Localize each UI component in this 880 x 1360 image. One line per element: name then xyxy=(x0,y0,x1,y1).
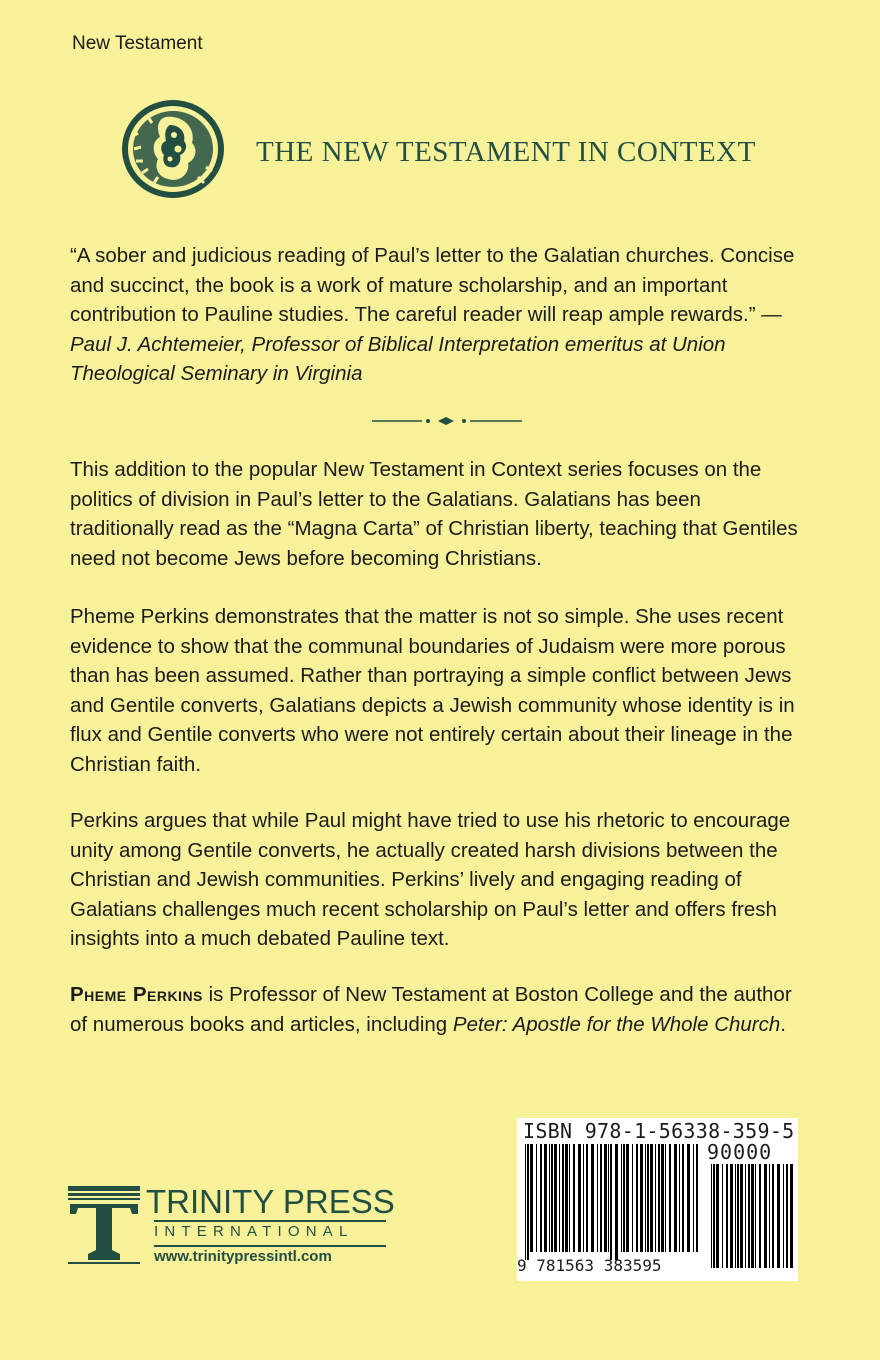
barcode-bar xyxy=(530,1144,533,1252)
barcode-bar xyxy=(527,1144,529,1260)
barcode-bar xyxy=(772,1164,774,1268)
barcode-bar xyxy=(615,1144,618,1260)
barcode-bar xyxy=(661,1144,664,1252)
description-paragraph-1: This addition to the popular New Testament in Context series focuses on the politics of division in Paul’s letter to the Galatians. Galatians has been traditionally read as the “Magna Carta” of Christian liberty, teaching that Gentiles need not become Jews before becoming Christians. xyxy=(70,458,798,570)
publisher-rule-bottom xyxy=(154,1245,386,1247)
description-paragraph-2: Pheme Perkins demonstrates that the matter is not so simple. She uses recent evidence to show that the communal boundaries of Judaism were more porous than has been assumed. Rather than portraying a simple conflict between Jews and Gentile converts, Galatians depicts a Jewish community whose identity is in flux and Gentile converts who were not entirely certain about their lineage in the Christian faith. xyxy=(70,605,795,776)
barcode-bar xyxy=(621,1144,622,1252)
barcode-bar xyxy=(540,1144,542,1252)
barcode-bar xyxy=(544,1144,547,1252)
barcode-bar xyxy=(786,1164,788,1268)
barcode-bar xyxy=(745,1164,746,1268)
barcode-bar xyxy=(790,1164,793,1268)
barcode-bar xyxy=(645,1144,646,1252)
barcode-bar xyxy=(608,1144,609,1252)
barcode-bar xyxy=(569,1144,570,1252)
barcode-bar xyxy=(632,1144,633,1252)
barcode-bar xyxy=(554,1144,557,1252)
description-paragraph-3: Perkins argues that while Paul might have tried to use his rhetoric to encourage unity among Gentile converts, he actually created harsh divisions between the Christian and Jewish communities. Perkins’ lively and engaging reading of Galatians challenges much recent scholarship on Paul’s letter and offers fresh insights into a much debated Pauline text. xyxy=(70,809,791,950)
barcode-bar xyxy=(559,1144,560,1252)
barcode-bar xyxy=(759,1164,761,1268)
barcode-bar xyxy=(597,1144,598,1252)
category-label: New Testament xyxy=(72,33,203,54)
barcode-bar xyxy=(586,1144,588,1252)
barcode-bar xyxy=(565,1144,568,1252)
publisher-subname: INTERNATIONAL xyxy=(154,1223,354,1240)
barcode-bar xyxy=(573,1144,575,1252)
quote-attribution: —Paul J. Achtemeier, Professor of Biblical Interpretation emeritus at Union Theological Seminary in Virginia xyxy=(70,303,782,385)
barcode-bar xyxy=(777,1164,780,1268)
trinity-t-logo-icon xyxy=(66,1184,142,1264)
quote-text: “A sober and judicious reading of Paul’s letter to the Galatian churches. Concise and succinct, the book is a work of mature scholarship, and an important contribution to Pauline studies. The careful reader will reap ample rewards.” xyxy=(70,244,795,326)
barcode-bar xyxy=(551,1144,553,1252)
barcode-bar xyxy=(600,1144,602,1252)
barcode-bar xyxy=(655,1144,656,1252)
barcode-bar xyxy=(525,1144,526,1260)
publisher-website: www.trinitypressintl.com xyxy=(154,1248,332,1265)
divider-ornament xyxy=(372,414,522,428)
barcode-bar xyxy=(764,1164,767,1268)
ean-digits: 9 781563 383595 xyxy=(517,1256,662,1275)
ancient-coin-icon xyxy=(118,97,228,201)
ean-barcode xyxy=(523,1144,701,1260)
author-name: Pheme Perkins xyxy=(70,983,203,1006)
barcode-bar xyxy=(726,1164,728,1268)
barcode-bar xyxy=(650,1144,653,1252)
barcode-bar xyxy=(748,1164,750,1268)
barcode-bar xyxy=(722,1164,723,1268)
author-bio-text: is Professor of New Testament at Boston College and the author of numerous books and articles, including xyxy=(70,983,792,1036)
barcode-bar xyxy=(623,1144,625,1252)
addon-barcode xyxy=(709,1164,793,1276)
barcode-bar xyxy=(640,1144,643,1252)
barcode-bar xyxy=(735,1164,736,1268)
barcode-bar xyxy=(740,1164,743,1268)
barcode-bar xyxy=(755,1164,756,1268)
publisher-logo-block xyxy=(66,1184,406,1274)
barcode-bar xyxy=(549,1144,550,1252)
barcode-bar xyxy=(783,1164,784,1268)
barcode-bar xyxy=(636,1144,638,1252)
barcode-bar xyxy=(682,1144,684,1252)
barcode-bar xyxy=(696,1144,698,1252)
publisher-name: TRINITY PRESS xyxy=(146,1183,395,1220)
author-book-title: Peter: Apostle for the Whole Church xyxy=(452,1012,781,1036)
author-bio-end: . xyxy=(780,1012,786,1036)
barcode-bar xyxy=(647,1144,649,1252)
barcode-bar xyxy=(591,1144,594,1252)
endorsement-quote xyxy=(70,241,810,389)
barcode-bar xyxy=(665,1144,666,1252)
barcode-bar xyxy=(610,1144,612,1260)
barcode-bar xyxy=(711,1164,712,1268)
barcode-panel xyxy=(517,1118,798,1281)
barcode-bar xyxy=(716,1164,719,1268)
barcode-bar xyxy=(713,1164,715,1268)
barcode-bar xyxy=(737,1164,739,1268)
barcode-bar xyxy=(626,1144,629,1252)
barcode-bar xyxy=(658,1144,660,1252)
series-title: THE NEW TESTAMENT IN CONTEXT xyxy=(256,136,756,168)
isbn-label: ISBN 978-1-56338-359-5 xyxy=(523,1119,795,1143)
barcode-bar xyxy=(687,1144,690,1252)
barcode-bar xyxy=(693,1144,694,1252)
barcode-bar xyxy=(669,1144,671,1252)
addon-digits: 90000 xyxy=(707,1140,773,1164)
barcode-bar xyxy=(578,1144,581,1252)
barcode-bar xyxy=(562,1144,564,1252)
barcode-bar xyxy=(679,1144,680,1252)
barcode-bar xyxy=(730,1164,733,1268)
barcode-bar xyxy=(583,1144,584,1252)
barcode-bar xyxy=(769,1164,770,1268)
author-bio xyxy=(70,980,810,1039)
barcode-bar xyxy=(604,1144,607,1252)
barcode-bar xyxy=(751,1164,754,1268)
barcode-bar xyxy=(536,1144,537,1252)
barcode-bar xyxy=(674,1144,677,1252)
